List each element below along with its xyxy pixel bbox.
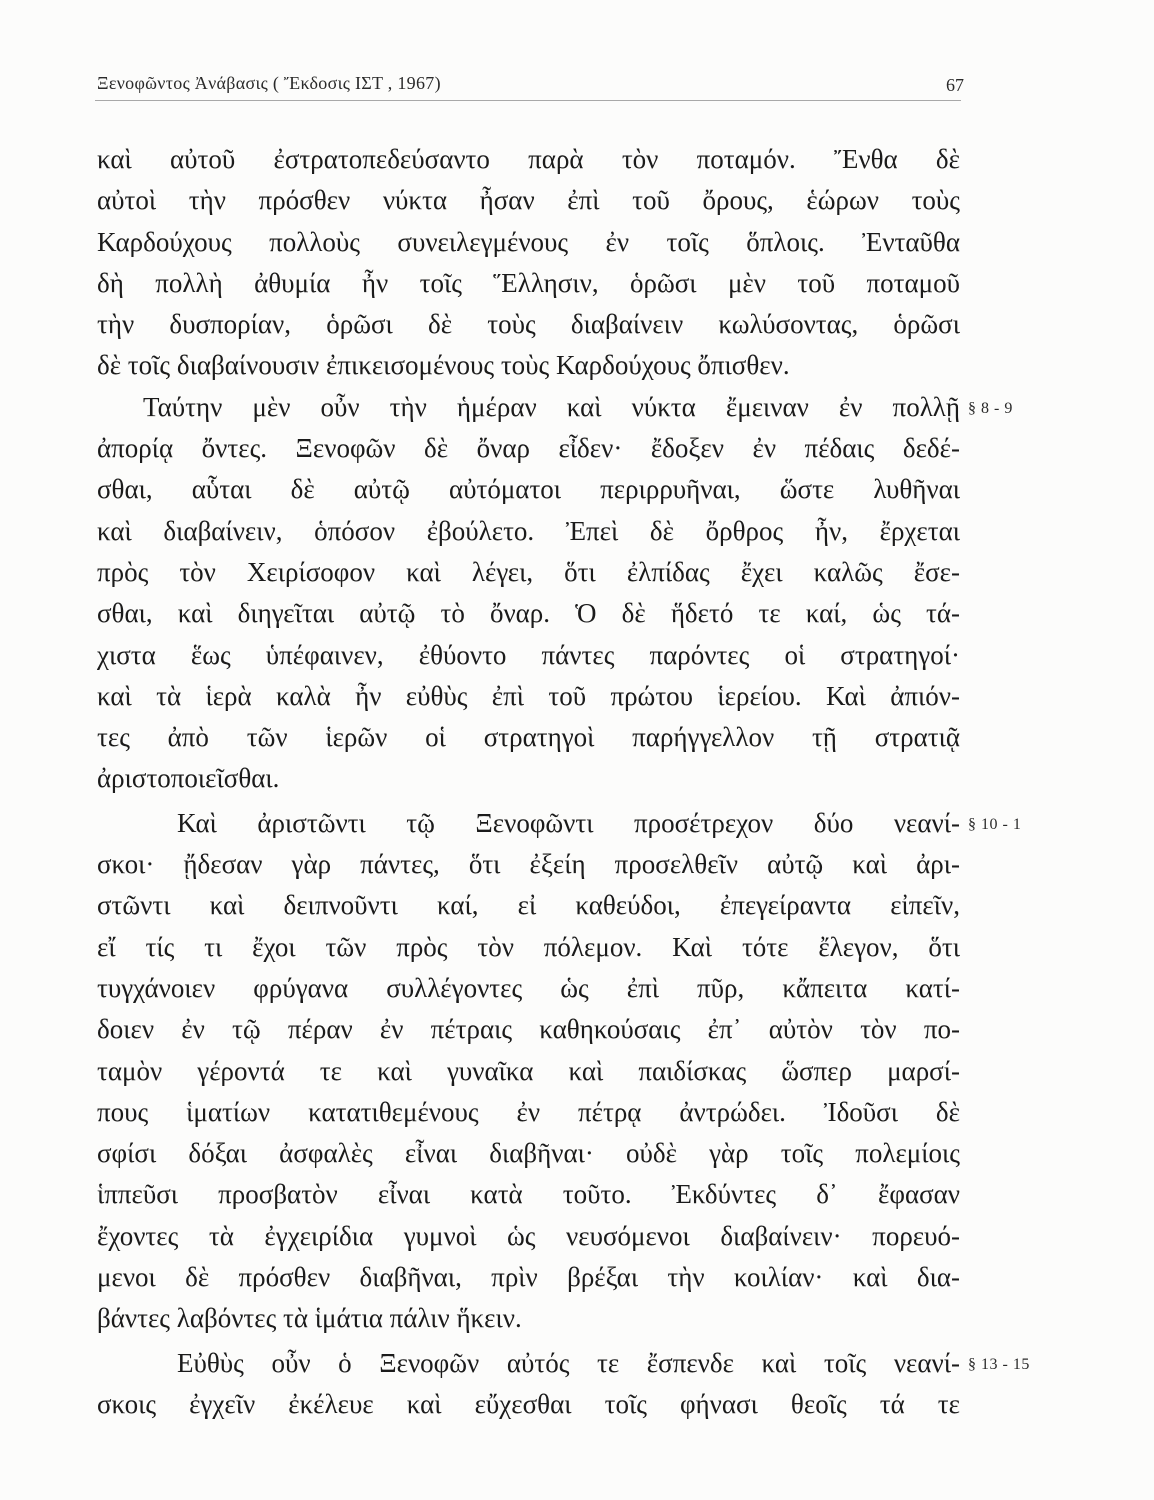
text-line: Ταύτην μὲν οὖν τὴν ἡμέραν καὶ νύκτα ἔμειναν ἐν πολλῇ [143,391,960,422]
text-line: εἴ τίς τι ἔχοι τῶν πρὸς τὸν πόλεμον. Καὶ τότε ἔλεγον, ὅτι [97,931,960,962]
page-number: 67 [946,75,964,95]
section-marker: § 10 - 1 [968,815,1022,833]
section-marker: § 13 - 15 [968,1355,1030,1373]
text-line: πρὸς τὸν Χειρίσοφον καὶ λέγει, ὅτι ἐλπίδας ἔχει καλῶς ἔσε- [97,556,960,587]
text-line: καὶ αὐτοῦ ἐστρατοπεδεύσαντο παρὰ τὸν ποταμόν. Ἔνθα δὲ [97,144,960,174]
text-line: δὲ τοῖς διαβαίνουσιν ἐπικεισομένους τοὺς Καρδούχους ὄπισθεν. [97,350,790,381]
text-line: δὴ πολλὴ ἀθυμία ἦν τοῖς Ἕλλησιν, ὁρῶσι μὲν τοῦ ποταμοῦ [97,267,960,298]
paragraph [97,803,1022,1340]
text-line: πους ἱματίων κατατιθεμένους ἐν πέτρᾳ ἀντρώδει. Ἰδοῦσι δὲ [97,1096,960,1127]
text-line: τυγχάνοιεν φρύγανα συλλέγοντες ὡς ἐπὶ πῦρ, κἄπειτα κατί- [97,972,960,1003]
paragraph [97,387,1013,800]
text-line: καὶ τὰ ἱερὰ καλὰ ἦν εὐθὺς ἐπὶ τοῦ πρώτου ἱερείου. Καὶ ἀπιόν- [97,680,960,711]
text-line: τες ἀπὸ τῶν ἱερῶν οἱ στρατηγοὶ παρήγγελλον τῇ στρατιᾷ [97,722,960,753]
section-marker: § 8 - 9 [968,399,1013,417]
text-line: ταμὸν γέροντά τε καὶ γυναῖκα καὶ παιδίσκας ὥσπερ μαρσί- [97,1055,960,1086]
running-title: Ξενοφῶντος Ἀνάβασις ( Ἔκδοσις ΙΣΤ , 1967) [97,73,441,93]
text-line: βάντες λαβόντες τὰ ἱμάτια πάλιν ἥκειν. [97,1303,522,1334]
text-line: ἱππεῦσι προσβατὸν εἶναι κατὰ τοῦτο. Ἐκδύντες δ᾽ ἔφασαν [97,1179,960,1210]
text-line: σκοις ἐγχεῖν ἐκέλευε καὶ εὔχεσθαι τοῖς φήνασι θεοῖς τά τε [97,1388,960,1419]
paragraph [97,139,960,387]
text-line: αὐτοὶ τὴν πρόσθεν νύκτα ἦσαν ἐπὶ τοῦ ὄρους, ἑώρων τοὺς [97,185,960,216]
text-line: στῶντι καὶ δειπνοῦντι καί, εἰ καθεύδοι, ἐπεγείραντα εἰπεῖν, [97,890,960,921]
text-line: σθαι, αὗται δὲ αὐτῷ αὐτόματοι περιρρυῆναι, ὥστε λυθῆναι [97,474,960,505]
body-text [97,139,1030,1425]
text-line: Εὐθὺς οὖν ὁ Ξενοφῶν αὐτός τε ἔσπενδε καὶ τοῖς νεανί- [177,1347,960,1378]
text-line: ἀριστοποιεῖσθαι. [97,763,280,794]
text-line: δοιεν ἐν τῷ πέραν ἐν πέτραις καθηκούσαις ἐπ᾽ αὐτὸν τὸν πο- [97,1014,960,1045]
text-line: Καρδούχους πολλοὺς συνειλεγμένους ἐν τοῖς ὅπλοις. Ἐνταῦθα [97,226,960,257]
paragraph [97,1343,1030,1426]
text-line: σθαι, καὶ διηγεῖται αὐτῷ τὸ ὄναρ. Ὁ δὲ ἥδετό τε καί, ὡς τά- [97,598,960,629]
header-rule [95,100,961,101]
text-line: ἔχοντες τὰ ἐγχειρίδια γυμνοὶ ὡς νευσόμενοι διαβαίνειν· πορευό- [97,1220,960,1251]
text-line: ἀπορίᾳ ὄντες. Ξενοφῶν δὲ ὄναρ εἶδεν· ἔδοξεν ἐν πέδαις δεδέ- [97,433,960,464]
text-line: μενοι δὲ πρόσθεν διαβῆναι, πρὶν βρέξαι τὴν κοιλίαν· καὶ δια- [97,1262,960,1293]
text-line: χιστα ἕως ὑπέφαινεν, ἐθύοντο πάντες παρόντες οἱ στρατηγοί· [97,639,960,670]
text-line: Καὶ ἀριστῶντι τῷ Ξενοφῶντι προσέτρεχον δύο νεανί- [177,807,960,838]
text-line: τὴν δυσπορίαν, ὁρῶσι δὲ τοὺς διαβαίνειν κωλύσοντας, ὁρῶσι [97,309,960,340]
text-line: σκοι· ᾔδεσαν γὰρ πάντες, ὅτι ἐξείη προσελθεῖν αὐτῷ καὶ ἀρι- [97,849,960,880]
text-line: καὶ διαβαίνειν, ὁπόσον ἐβούλετο. Ἐπεὶ δὲ ὄρθρος ἦν, ἔρχεται [97,515,960,546]
text-line: σφίσι δόξαι ἀσφαλὲς εἶναι διαβῆναι· οὐδὲ γὰρ τοῖς πολεμίοις [97,1138,960,1169]
